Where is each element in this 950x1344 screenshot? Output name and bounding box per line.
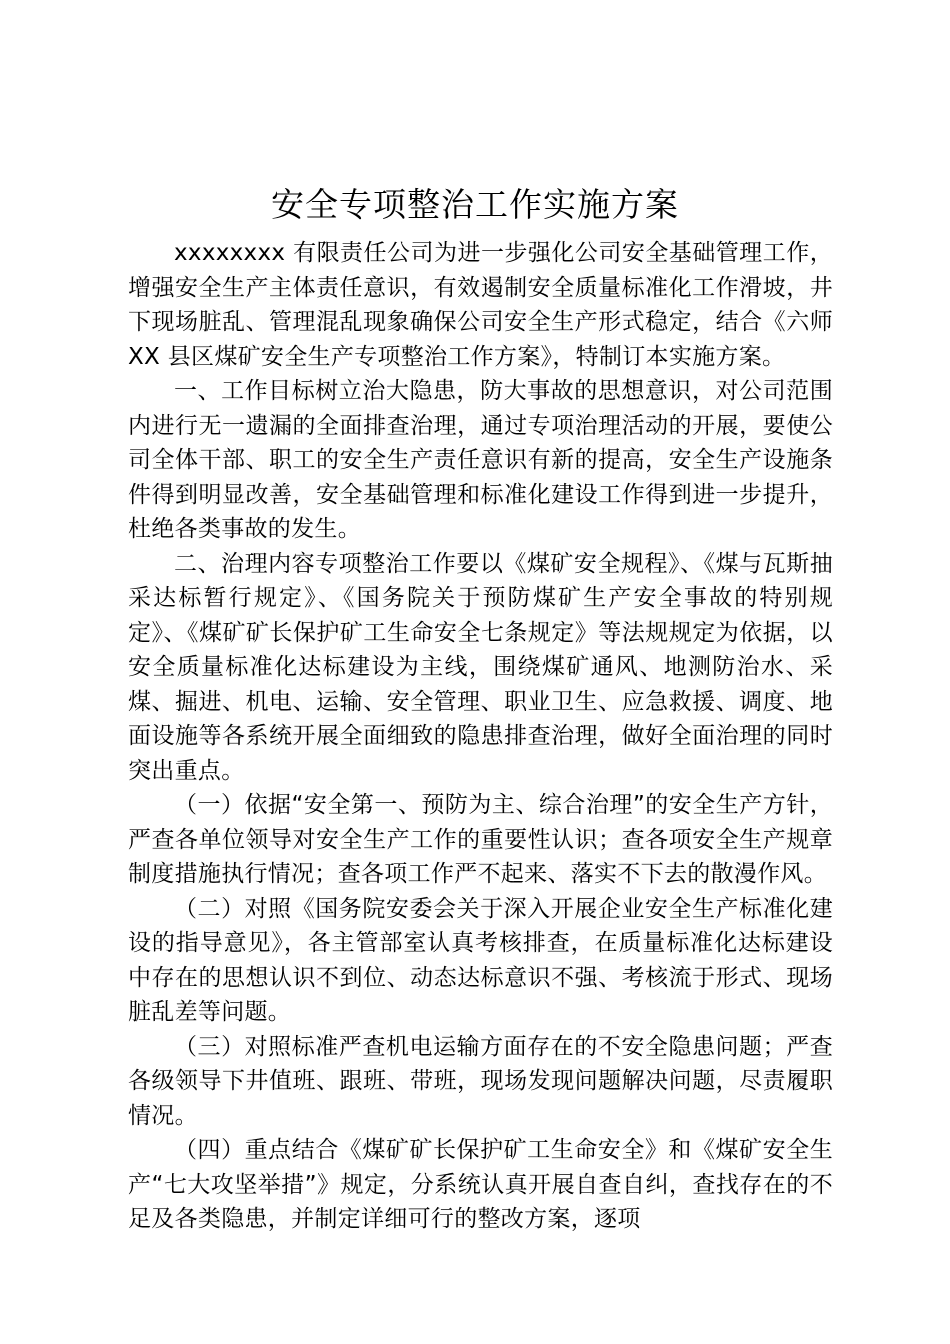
item-2-paragraph: （二）对照《国务院安委会关于深入开展企业安全生产标准化建设的指导意见》，各主管部室认真考核排查，在质量标准化达标建设中存在的思想认识不到位、动态达标意识不强、考核流于形式、现场脏乱差等问题。 bbox=[128, 895, 833, 1025]
item-1-paragraph: （一）依据“安全第一、预防为主、综合治理”的安全生产方针，严查各单位领导对安全生产工作的重要性认识；查各项安全生产规章制度措施执行情况；查各项工作严不起来、落实不下去的散漫作风。 bbox=[128, 792, 833, 887]
section-content-paragraph: 二、治理内容专项整治工作要以《煤矿安全规程》、《煤与瓦斯抽采达标暂行规定》、《国务院关于预防煤矿生产安全事故的特别规定》、《煤矿矿长保护矿工生命安全七条规定》等法规规定为依据，以安全质量标准化达标建设为主线，围绕煤矿通风、地测防治水、采煤、掘进、机电、运输、安全管理、职业卫生、应急救援、调度、地面设施等各系统开展全面细致的隐患排查治理，做好全面治理的同时突出重点。 bbox=[128, 550, 833, 784]
document-body bbox=[128, 236, 833, 1237]
item-3-paragraph: （三）对照标准严查机电运输方面存在的不安全隐患问题；严查各级领导下井值班、跟班、带班，现场发现问题解决问题，尽责履职情况。 bbox=[128, 1033, 833, 1129]
intro-paragraph: xxxxxxxx 有限责任公司为进一步强化公司安全基础管理工作，增强安全生产主体责任意识，有效遏制安全质量标准化工作滑坡，井下现场脏乱、管理混乱现象确保公司安全生产形式稳定，结合《六师 XX 县区煤矿安全生产专项整治工作方案》，特制订本实施方案。 bbox=[128, 240, 833, 370]
section-goal-paragraph: 一、工作目标树立治大隐患，防大事故的思想意识，对公司范围内进行无一遗漏的全面排查治理，通过专项治理活动的开展，要使公司全体干部、职工的安全生产责任意识有新的提高，安全生产设施条件得到明显改善，安全基础管理和标准化建设工作得到进一步提升，杜绝各类事故的发生。 bbox=[128, 378, 833, 542]
document-title: 安全专项整治工作实施方案 bbox=[271, 185, 679, 224]
item-4-paragraph: （四）重点结合《煤矿矿长保护矿工生命安全》和《煤矿安全生产“七大攻坚举措”》规定，分系统认真开展自查自纠，查找存在的不足及各类隐患，并制定详细可行的整改方案，逐项 bbox=[128, 1137, 833, 1232]
